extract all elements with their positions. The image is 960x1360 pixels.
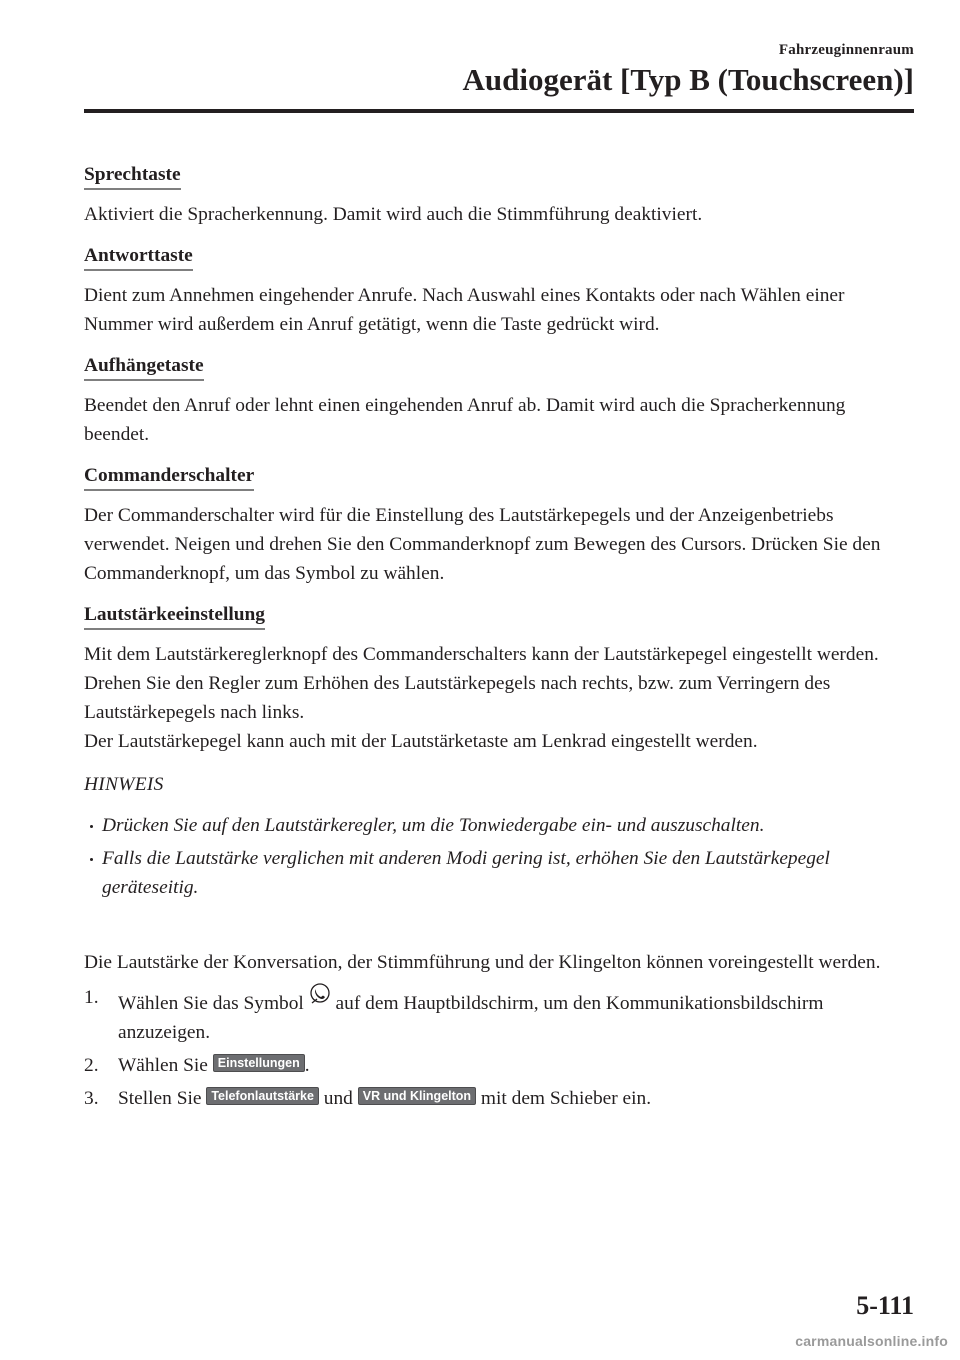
step-text: auf dem Hauptbildschirm, um den Kommunikationsbildschirm anzuzeigen. <box>118 993 824 1043</box>
step-item <box>84 983 914 1047</box>
einstellungen-button: Einstellungen <box>213 1054 305 1072</box>
intro-text: Die Lautstärke der Konversation, der Stimmführung und der Klingelton können voreingestellt werden. <box>84 952 881 973</box>
section-sprechtaste <box>84 160 914 229</box>
telefonlautstaerke-button: Telefonlautstärke <box>206 1087 319 1105</box>
section-title: Sprechtaste <box>84 161 181 190</box>
section-text: Der Commanderschalter wird für die Einstellung des Lautstärkepegels und der Anzeigenbetriebs verwendet. Neigen und drehen Sie den Commanderknopf zum Bewegen des Cursors. Drücken Sie den Commanderknopf, um das Symbol zu wählen. <box>84 505 881 584</box>
step-text: Stellen Sie <box>118 1088 202 1109</box>
step-list <box>84 983 914 1113</box>
section-aufhaengetaste <box>84 351 914 449</box>
header-section-label: Fahrzeuginnenraum <box>778 42 914 58</box>
section-title: Aufhängetaste <box>84 352 204 381</box>
step-item <box>84 1084 914 1113</box>
note-title: HINWEIS <box>84 774 164 795</box>
step-number: 1. <box>84 987 99 1008</box>
step-text: . <box>304 1055 310 1076</box>
step-number: 3. <box>84 1088 99 1109</box>
section-text: Beendet den Anruf oder lehnt einen eingehenden Anruf ab. Damit wird auch die Spracherkennung beendet. <box>84 395 846 445</box>
section-title: Lautstärkeeinstellung <box>84 601 265 630</box>
watermark: carmanualsonline.info <box>795 1333 948 1349</box>
step-text: und <box>323 1088 353 1109</box>
section-text: Mit dem Lautstärkereglerknopf des Commanderschalters kann der Lautstärkepegel eingestellt werden. Drehen Sie den Regler zum Erhöhen des Lautstärkepegels nach rechts, bzw. zum Verringern des Lautstärkepegels nach links. <box>84 644 879 723</box>
phone-icon <box>309 983 331 1007</box>
main-content <box>84 160 914 1117</box>
section-lautstaerkeeinstellung <box>84 600 914 756</box>
header-rule <box>84 109 914 113</box>
step-number: 2. <box>84 1055 99 1076</box>
section-title: Antworttaste <box>84 242 193 271</box>
section-text: Der Lautstärkepegel kann auch mit der Lautstärketaste am Lenkrad eingestellt werden. <box>84 731 758 752</box>
step-item <box>84 1051 914 1080</box>
note-list <box>84 811 914 902</box>
section-commanderschalter <box>84 461 914 588</box>
section-antworttaste <box>84 241 914 339</box>
page-number: 5-111 <box>856 1291 914 1320</box>
note-item: Drücken Sie auf den Lautstärkeregler, um die Tonwiedergabe ein- und auszuschalten. <box>84 811 914 840</box>
section-text: Aktiviert die Spracherkennung. Damit wird auch die Stimmführung deaktiviert. <box>84 204 703 225</box>
note-item: Falls die Lautstärke verglichen mit anderen Modi gering ist, erhöhen Sie den Lautstärkepegel geräteseitig. <box>84 844 914 902</box>
page-title: Audiogerät [Typ B (Touchscreen)] <box>462 62 914 97</box>
step-text: Wählen Sie <box>118 1055 208 1076</box>
vr-klingelton-button: VR und Klingelton <box>358 1087 476 1105</box>
step-text: Wählen Sie das Symbol <box>118 993 304 1014</box>
section-text: Dient zum Annehmen eingehender Anrufe. Nach Auswahl eines Kontakts oder nach Wählen einer Nummer wird außerdem ein Anruf getätigt, wenn die Taste gedrückt wird. <box>84 285 845 335</box>
step-text: mit dem Schieber ein. <box>480 1088 652 1109</box>
section-title: Commanderschalter <box>84 462 254 491</box>
